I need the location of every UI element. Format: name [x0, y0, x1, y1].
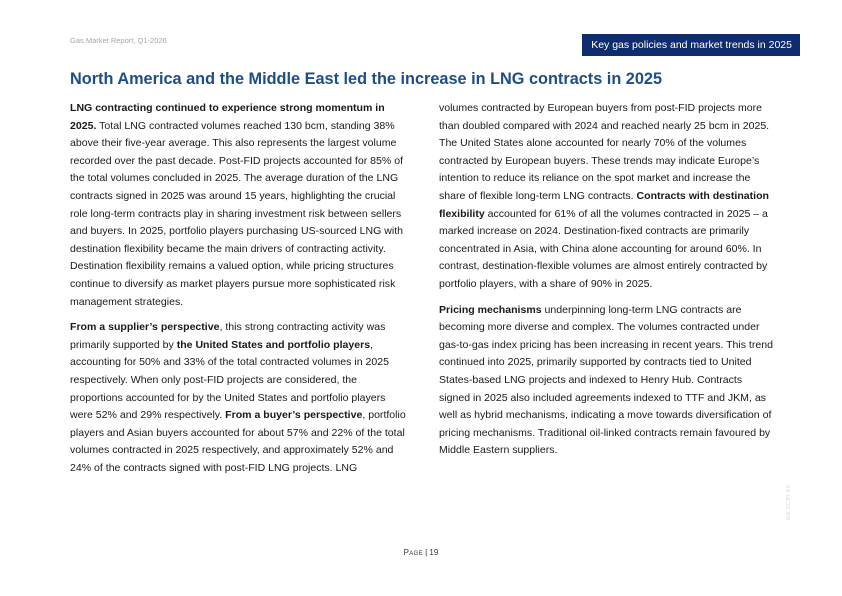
watermark: IEA. CC BY 4.0.: [786, 484, 792, 520]
body-text: Total LNG contracted volumes reached 130 bcm, standing 38% above their five-year average. This also represents the largest volume recorded over the past decade. Post-FID projects accounted for 85% of the total volumes concluded in 2025. The average duration of the LNG contracts signed in 2025 was around 15 years, highlighting the crucial role long-term contracts play in sharing investment risk between sellers and buyers. In 2025, portfolio players purchasing US-sourced LNG with destination flexibility became the main drivers of contracting activity. Destination flexibility remains a valued option, while pricing structures continue to diversify as market players pursue more sophisticated risk management strategies.: [70, 119, 403, 308]
page-title: North America and the Middle East led the increase in LNG contracts in 2025: [70, 70, 663, 88]
page-footer: [0, 548, 842, 557]
left-column: [70, 100, 406, 485]
paragraph-european-buyers: [439, 100, 775, 294]
body-text: underpinning long-term LNG contracts are becoming more diverse and complex. The volumes contracted under gas-to-gas index pricing has been increasing in recent years. This trend continued into 2025, primarily supported by contracts tied to United States-based LNG projects and indexed to Henry Hub. Contracts signed in 2025 also included agreements indexed to TTF and JKM, as well as hybrid mechanisms, indicating a move towards diversification of pricing mechanisms. Traditional oil-linked contracts remain favoured by Middle Eastern suppliers.: [439, 303, 773, 457]
section-tab: Key gas policies and market trends in 2025: [582, 34, 800, 56]
body-text: , accounting for 50% and 33% of the total contracted volumes in 2025 respectively. When only post-FID projects are considered, the proportions accounted for by the United States and portfolio players were 52% and 29% respectively.: [70, 338, 389, 422]
paragraph-pricing-mechanisms: [439, 302, 775, 460]
bold-lead: LNG contracting continued to experience strong momentum in 2025.: [70, 102, 385, 132]
body-text: , portfolio players and Asian buyers accounted for about 57% and 22% of the total volumes contracted in 2025 respectively, and approximately 52% and 24% of the contracts signed with post-FID LNG projects. LNG: [70, 409, 406, 474]
bold-lead: Pricing mechanisms: [439, 303, 542, 316]
bold-lead: From a supplier’s perspective: [70, 321, 220, 334]
body-text: volumes contracted by European buyers from post-FID projects more than doubled compared with 2024 and reached nearly 25 bcm in 2025. The United States alone accounted for nearly 70% of the volumes contracted by European buyers. These trends may indicate Europe’s intention to reduce its reliance on the spot market and increase the share of flexible long-term LNG contracts.: [439, 102, 770, 202]
page-separator: |: [422, 548, 430, 557]
right-column: [439, 100, 775, 468]
body-text: accounted for 61% of all the volumes contracted in 2025 – a marked increase on 2024. Destination-fixed contracts are primarily concentrated in Asia, with China alone accounting for around 60%. In contrast, destination-flexible volumes are almost entirely contracted by portfolio players, with a share of 90% in 2025.: [439, 207, 768, 290]
page-label: Page: [403, 548, 423, 557]
bold-phrase: From a buyer’s perspective: [225, 409, 363, 422]
paragraph-lng-contracting: [70, 100, 406, 311]
bold-phrase: the United States and portfolio players: [176, 338, 371, 351]
paragraph-supplier-perspective: [70, 319, 406, 477]
running-head: Gas Market Report, Q1-2026: [70, 36, 167, 45]
body-text: , this strong contracting activity was primarily supported by: [70, 321, 386, 351]
bold-phrase: Contracts with destination flexibility: [439, 189, 769, 220]
page-number: 19: [429, 548, 439, 557]
